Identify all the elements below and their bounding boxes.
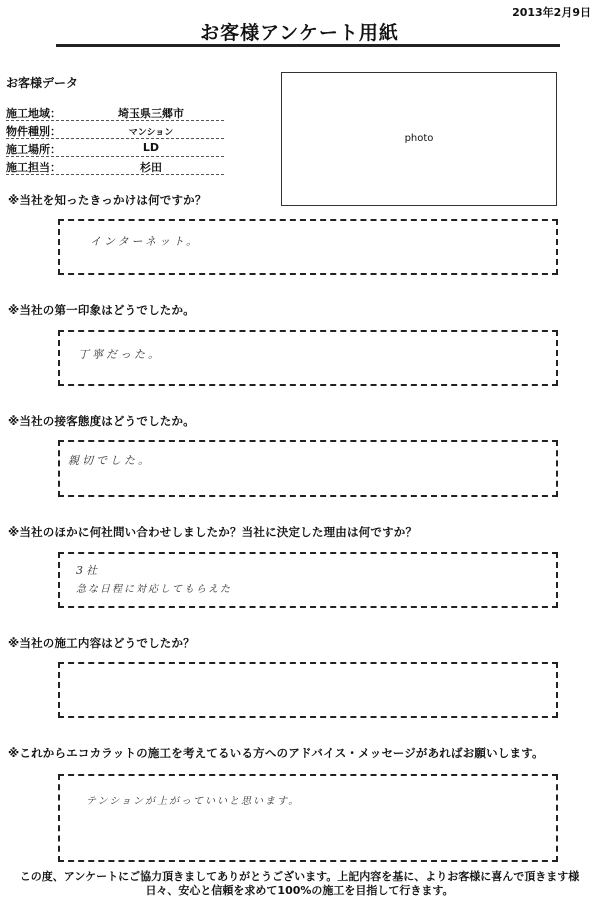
question-label: ※これからエコカラットの施工を考えてるいる方へのアドバイス・メッセージがあればお願いします。 xyxy=(8,746,544,760)
title-underline xyxy=(56,44,560,47)
photo-label: photo xyxy=(404,133,434,144)
footer-line-2: 日々、安心と信頼を求めて100%の施工を目指して行きます。 xyxy=(145,884,454,897)
answer-box[interactable] xyxy=(58,219,558,275)
data-label: 施工担当： xyxy=(6,161,61,174)
answer-text: 3社 xyxy=(76,564,100,577)
photo-frame xyxy=(281,72,557,206)
data-value: LD xyxy=(142,141,160,154)
answer-text: テンションが上がっていいと思います。 xyxy=(86,796,301,807)
answer-text: 親切でした。 xyxy=(68,454,152,467)
answer-box[interactable] xyxy=(58,774,558,862)
customer-data-heading: お客様データ xyxy=(6,76,79,90)
data-row-area xyxy=(6,104,224,121)
data-row-staff xyxy=(6,158,224,175)
answer-text-line2: 急な日程に対応してもらえた xyxy=(76,584,232,595)
survey-date: 2013年2月9日 xyxy=(512,6,591,19)
answer-text: 丁寧だった。 xyxy=(78,348,162,361)
data-value: 埼玉県三郷市 xyxy=(118,107,184,120)
answer-box[interactable] xyxy=(58,440,558,497)
data-row-location xyxy=(6,140,224,157)
question-label: ※当社のほかに何社問い合わせしましたか？当社に決定した理由は何ですか？ xyxy=(8,525,418,539)
data-label: 施工場所： xyxy=(6,143,61,156)
data-value: 杉田 xyxy=(140,161,162,174)
question-label: ※当社を知ったきっかけは何ですか？ xyxy=(8,193,207,207)
footer-message xyxy=(0,870,599,898)
question-label: ※当社の接客態度はどうでしたか。 xyxy=(8,414,195,428)
question-label: ※当社の施工内容はどうでしたか？ xyxy=(8,636,195,650)
answer-text: インターネット。 xyxy=(90,235,201,248)
data-label: 施工地域： xyxy=(6,107,61,120)
answer-box[interactable] xyxy=(58,662,558,718)
data-row-property-type xyxy=(6,122,224,139)
footer-line-1: この度、アンケートにご協力頂きましてありがとうございます。上記内容を基に、よりお客様に喜んで頂きます様 xyxy=(19,870,580,883)
answer-box[interactable] xyxy=(58,330,558,386)
page-title: お客様アンケート用紙 xyxy=(200,22,399,44)
data-label: 物件種別： xyxy=(6,125,61,138)
answer-box[interactable] xyxy=(58,552,558,608)
data-value: マンション xyxy=(128,128,174,138)
question-label: ※当社の第一印象はどうでしたか。 xyxy=(8,303,195,317)
